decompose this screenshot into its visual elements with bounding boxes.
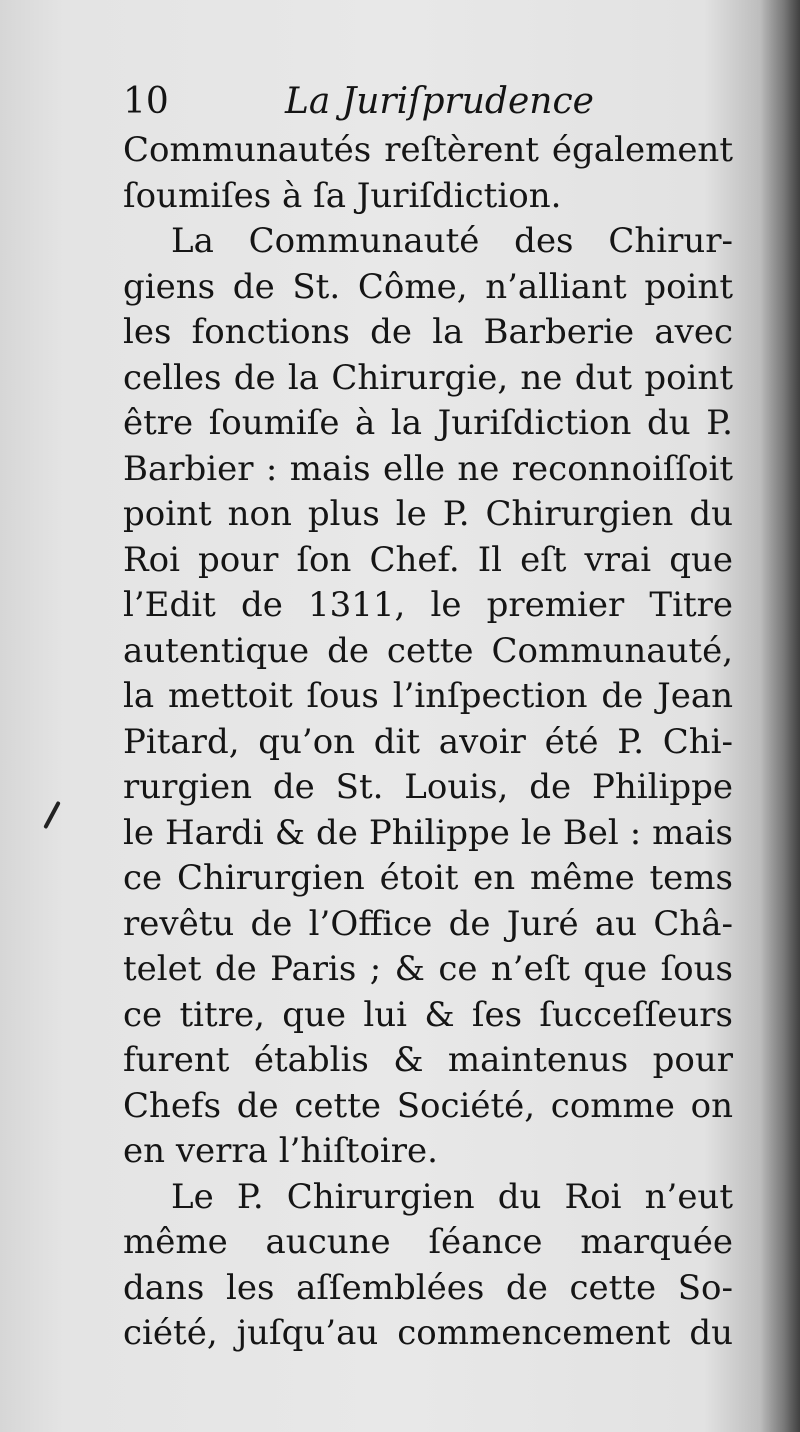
text-line: Roi pour ſon Chef. Il eſt vrai que	[123, 539, 733, 580]
running-head: La Juriſprudence	[285, 81, 594, 122]
text-line: la mettoit ſous l’inſpection de Jean	[123, 676, 733, 716]
text-line: être ſoumiſe à la Juriſdiction du P.	[123, 403, 733, 443]
page-header	[123, 76, 743, 128]
text-line: les fonctions de la Barberie avec	[123, 312, 733, 352]
text-line: furent établis & maintenus pour	[123, 1040, 733, 1080]
page-number: 10	[123, 81, 169, 122]
text-line: ce Chirurgien étoit en même tems	[123, 858, 733, 898]
paragraph-start-line: Le P. Chirurgien du Roi n’eut	[171, 1176, 733, 1217]
text-line: dans les aſſemblées de cette So-	[123, 1267, 733, 1308]
gutter-shadow	[760, 0, 800, 1432]
text-line: rurgien de St. Louis, de Philippe	[123, 767, 733, 807]
text-line: Communautés reſtèrent également	[123, 130, 733, 170]
text-line: Chefs de cette Société, comme on	[123, 1085, 733, 1126]
text-line: revêtu de l’Office de Juré au Châ-	[123, 903, 733, 944]
text-line: ſoumiſes à ſa Juriſdiction.	[123, 175, 562, 216]
text-line: en verra l’hiſtoire.	[123, 1131, 438, 1171]
text-line: l’Edit de 1311, le premier Titre	[123, 585, 733, 625]
text-line: le Hardi & de Philippe le Bel : mais	[123, 812, 733, 853]
paragraph-start-line: La Communauté des Chirur-	[171, 221, 733, 261]
margin-pen-mark	[43, 801, 61, 829]
body-text	[123, 128, 733, 1357]
text-line: même aucune ſéance marquée	[123, 1222, 733, 1262]
text-line: ce titre, que lui & ſes ſucceſſeurs	[123, 994, 733, 1035]
text-line: celles de la Chirurgie, ne dut point	[123, 357, 733, 398]
text-line: ciété, juſqu’au commencement du	[123, 1313, 733, 1353]
text-line: giens de St. Côme, n’alliant point	[123, 266, 733, 307]
text-line: Pitard, qu’on dit avoir été P. Chi-	[123, 721, 733, 762]
text-line: autentique de cette Communauté,	[123, 630, 733, 671]
text-line: telet de Paris ; & ce n’eſt que ſous	[123, 949, 733, 989]
text-line: Barbier : mais elle ne reconnoiſſoit	[123, 448, 733, 489]
text-line: point non plus le P. Chirurgien du	[123, 494, 733, 534]
